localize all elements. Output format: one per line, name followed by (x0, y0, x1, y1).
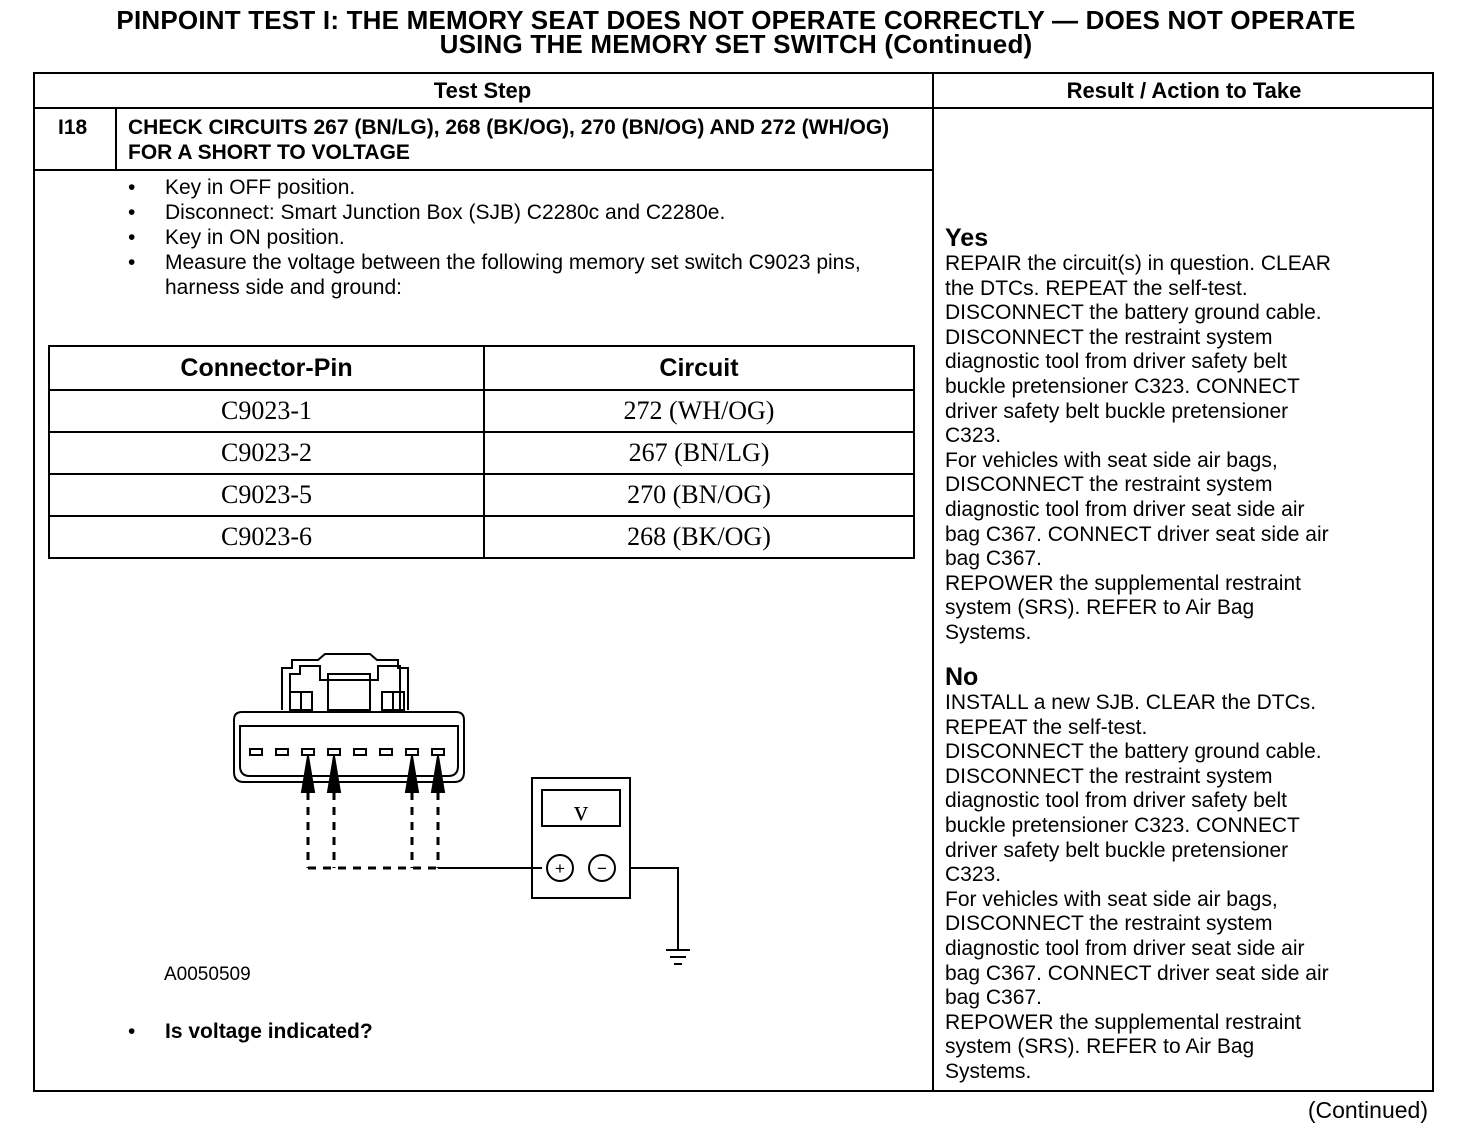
step-title: CHECK CIRCUITS 267 (BN/LG), 268 (BK/OG), 270 (BN/OG) AND 272 (WH/OG) FOR A SHORT TO VOLTAGE (128, 116, 890, 164)
no-text-line: driver safety belt buckle pretensioner (945, 838, 1289, 862)
page-title (0, 5, 1472, 59)
column-header-circuit: Circuit (484, 346, 914, 390)
yes-text-line: system (SRS). REFER to Air Bag (945, 596, 1255, 620)
connector-pin-cell: C9023-2 (49, 432, 484, 474)
header-test-step: Test Step (433, 78, 532, 103)
yes-label: Yes (945, 224, 989, 252)
connector-voltmeter-diagram (220, 650, 710, 980)
no-text-line: REPOWER the supplemental restraint (945, 1010, 1301, 1034)
no-text-line: C323. (945, 863, 1002, 887)
no-text-line: diagnostic tool from driver seat side air (945, 936, 1305, 960)
column-header-connector-pin: Connector-Pin (49, 346, 484, 390)
table-row (49, 390, 914, 432)
yes-text-line: buckle pretensioner C323. CONNECT (945, 374, 1300, 398)
voltmeter-minus-terminal: − (597, 859, 607, 878)
instruction-item: • Measure the voltage between the following memory set switch C9023 pins, harness side and ground: (128, 250, 918, 300)
no-text-line: REPEAT the self-test. (945, 715, 1148, 739)
yes-text-line: diagnostic tool from driver seat side air (945, 497, 1305, 521)
probe-leads (308, 792, 438, 868)
no-text-line: Systems. (945, 1059, 1032, 1083)
table-row (49, 474, 914, 516)
table-row (49, 516, 914, 558)
yes-text-line: For vehicles with seat side air bags, (945, 448, 1278, 472)
no-text-line: DISCONNECT the restraint system (945, 764, 1273, 788)
no-text-line: DISCONNECT the battery ground cable. (945, 740, 1322, 764)
figure-id: A0050509 (164, 964, 251, 985)
yes-text-line: bag C367. CONNECT driver seat side air (945, 522, 1329, 546)
page-title-line-2: USING THE MEMORY SET SWITCH (Continued) (439, 29, 1033, 59)
yes-text-line: DISCONNECT the restraint system (945, 325, 1273, 349)
no-text-line: diagnostic tool from driver safety belt (945, 789, 1287, 813)
instruction-item: • Disconnect: Smart Junction Box (SJB) C2280c and C2280e. (128, 200, 918, 225)
connector-pin-table (48, 345, 915, 559)
no-label: No (945, 663, 979, 691)
connector-pin-cell: C9023-5 (49, 474, 484, 516)
no-text-line: buckle pretensioner C323. CONNECT (945, 813, 1300, 837)
no-text-line: INSTALL a new SJB. CLEAR the DTCs. (945, 691, 1317, 714)
column-divider (932, 72, 934, 1092)
step-instructions (128, 175, 918, 300)
connector-pin-cell: C9023-6 (49, 516, 484, 558)
table-row (49, 432, 914, 474)
no-text-line: bag C367. (945, 986, 1042, 1010)
page-title-line-1: PINPOINT TEST I: THE MEMORY SEAT DOES NOT OPERATE CORRECTLY — DOES NOT OPERATE (116, 5, 1356, 35)
instruction-item: • Key in ON position. (128, 225, 918, 250)
circuit-cell: 267 (BN/LG) (484, 432, 914, 474)
yes-text-line: DISCONNECT the battery ground cable. (945, 301, 1322, 325)
no-text-line: system (SRS). REFER to Air Bag (945, 1035, 1255, 1059)
yes-text-line: REPAIR the circuit(s) in question. CLEAR (945, 252, 1331, 275)
yes-text-line: DISCONNECT the restraint system (945, 473, 1273, 497)
question-text: Is voltage indicated? (165, 1020, 373, 1043)
circuit-cell: 272 (WH/OG) (484, 390, 914, 432)
step-title-divider (33, 169, 933, 171)
continued-label: (Continued) (1307, 1097, 1428, 1123)
connector-pins (250, 749, 444, 755)
probe-arrows (302, 756, 444, 792)
yes-text-line: driver safety belt buckle pretensioner (945, 399, 1289, 423)
voltmeter-plus-terminal: + (555, 859, 565, 878)
step-number-divider (115, 109, 117, 171)
result-no (945, 663, 1425, 1085)
yes-text-line: REPOWER the supplemental restraint (945, 571, 1301, 595)
no-text-line: bag C367. CONNECT driver seat side air (945, 961, 1329, 985)
voltmeter-symbol: v (574, 796, 588, 827)
instruction-item: • Key in OFF position. (128, 175, 918, 200)
no-text-line: DISCONNECT the restraint system (945, 912, 1273, 936)
yes-text-line: diagnostic tool from driver safety belt (945, 350, 1287, 374)
ground-lead (630, 868, 678, 950)
yes-text-line: the DTCs. REPEAT the self-test. (945, 276, 1248, 300)
step-number: I18 (58, 116, 88, 139)
header-divider (33, 107, 1434, 109)
result-yes (945, 224, 1425, 646)
yes-text-line: C323. (945, 424, 1002, 448)
yes-text-line: bag C367. (945, 547, 1042, 571)
no-text-line: For vehicles with seat side air bags, (945, 887, 1278, 911)
circuit-cell: 268 (BK/OG) (484, 516, 914, 558)
connector-pin-cell: C9023-1 (49, 390, 484, 432)
connector-body (234, 654, 464, 782)
header-result: Result / Action to Take (1066, 78, 1302, 103)
ground-symbol (666, 950, 690, 964)
yes-text-line: Systems. (945, 620, 1032, 644)
circuit-cell: 270 (BN/OG) (484, 474, 914, 516)
